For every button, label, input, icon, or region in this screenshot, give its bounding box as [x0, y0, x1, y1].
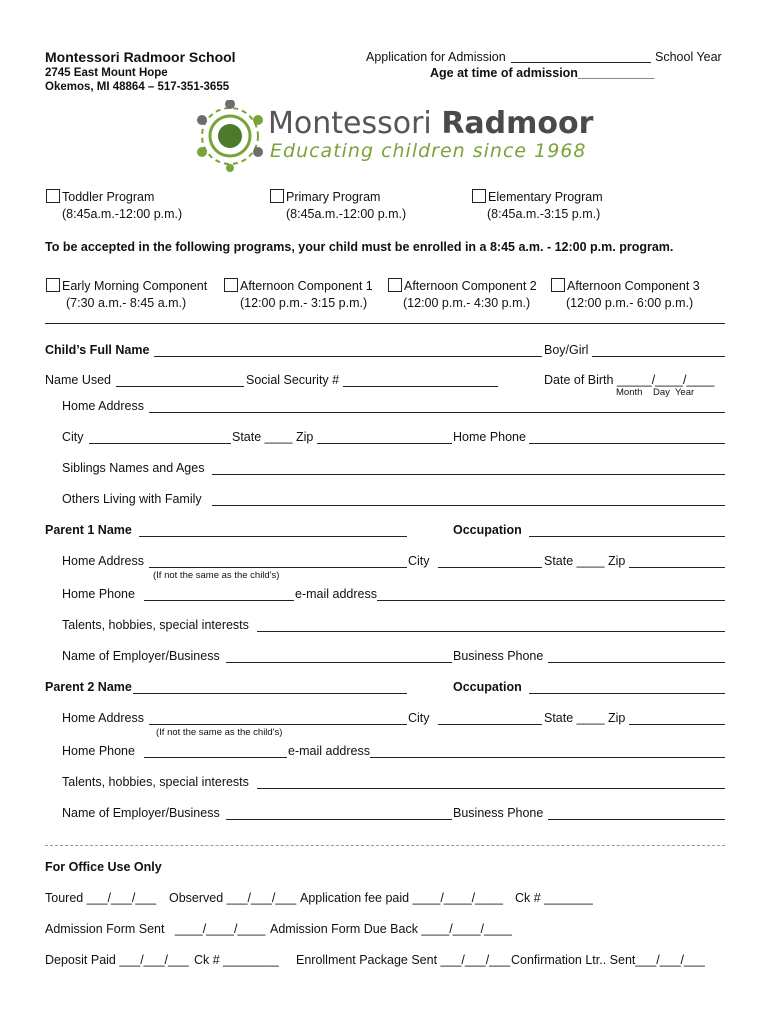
school-year-field[interactable] [511, 62, 651, 63]
parent2-home-phone-label: Home Phone [62, 744, 135, 758]
parent2-city-label: City [408, 711, 430, 725]
deposit-paid-field[interactable]: Deposit Paid ___/___/___ [45, 953, 189, 967]
logo-tagline: Educating children since 1968 [270, 140, 587, 162]
form-due-back-field[interactable]: Admission Form Due Back ____/____/____ [270, 922, 512, 936]
dob-parts: Month Day Year [616, 387, 695, 398]
parent2-zip-field[interactable] [629, 724, 725, 725]
child-home-phone-label: Home Phone [453, 430, 526, 444]
name-used-field[interactable] [116, 386, 244, 387]
ssn-field[interactable] [343, 386, 498, 387]
parent1-home-address-label: Home Address [62, 554, 144, 568]
program-primary[interactable] [270, 189, 380, 204]
parent1-talents-field[interactable] [257, 631, 725, 632]
component-early[interactable] [46, 278, 207, 293]
others-label: Others Living with Family [62, 492, 202, 506]
deposit-check-field[interactable]: Ck # ________ [194, 953, 279, 967]
afternoon1-checkbox[interactable] [224, 278, 238, 292]
program-elementary[interactable] [472, 189, 603, 204]
parent1-employer-label: Name of Employer/Business [62, 649, 220, 663]
toured-field[interactable]: Toured ___/___/___ [45, 891, 157, 905]
elementary-hours: (8:45a.m.-3:15 p.m.) [487, 207, 601, 221]
section-divider [45, 323, 725, 324]
dob-field[interactable]: Date of Birth _____/____/____ [544, 373, 715, 387]
parent2-talents-field[interactable] [257, 788, 725, 789]
afternoon3-checkbox[interactable] [551, 278, 565, 292]
enrollment-package-field[interactable]: Enrollment Package Sent ___/___/___ [296, 953, 511, 967]
parent1-city-label: City [408, 554, 430, 568]
parent2-employer-label: Name of Employer/Business [62, 806, 220, 820]
parent2-occupation-field[interactable] [529, 693, 725, 694]
child-home-address-label: Home Address [62, 399, 144, 413]
elementary-label: Elementary Program [488, 190, 603, 204]
school-year-label: School Year [655, 50, 722, 64]
child-full-name-field[interactable] [154, 356, 542, 357]
early-hours: (7:30 a.m.- 8:45 a.m.) [66, 296, 187, 310]
child-state-zip-label: State ____ Zip [232, 430, 314, 444]
application-label: Application for Admission [366, 50, 506, 64]
parent1-name-label: Parent 1 Name [45, 523, 132, 537]
parent1-occupation-field[interactable] [529, 536, 725, 537]
siblings-field[interactable] [212, 474, 725, 475]
parent1-occupation-label: Occupation [453, 523, 522, 537]
elementary-checkbox[interactable] [472, 189, 486, 203]
parent1-name-field[interactable] [139, 536, 407, 537]
afternoon2-label: Afternoon Component 2 [404, 279, 537, 293]
parent2-state-zip-label: State ____ Zip [544, 711, 626, 725]
ssn-label: Social Security # [246, 373, 340, 387]
parent1-employer-field[interactable] [226, 662, 452, 663]
primary-checkbox[interactable] [270, 189, 284, 203]
boy-girl-field[interactable] [592, 356, 725, 357]
boy-girl-label: Boy/Girl [544, 343, 589, 357]
parent1-email-label: e-mail address [295, 587, 377, 601]
parent2-city-field[interactable] [438, 724, 542, 725]
confirmation-letter-field[interactable]: Confirmation Ltr.. Sent___/___/___ [511, 953, 705, 967]
component-afternoon3[interactable] [551, 278, 700, 293]
age-label: Age at time of admission___________ [430, 66, 655, 80]
afternoon1-label: Afternoon Component 1 [240, 279, 373, 293]
child-city-label: City [62, 430, 84, 444]
address-line1: 2745 East Mount Hope [45, 67, 168, 79]
component-afternoon2[interactable] [388, 278, 537, 293]
afternoon2-checkbox[interactable] [388, 278, 402, 292]
name-used-label: Name Used [45, 373, 111, 387]
child-full-name-label: Child’s Full Name [45, 343, 150, 357]
parent2-occupation-label: Occupation [453, 680, 522, 694]
parent1-business-phone-label: Business Phone [453, 649, 544, 663]
toddler-label: Toddler Program [62, 190, 155, 204]
afternoon3-label: Afternoon Component 3 [567, 279, 700, 293]
parent2-email-field[interactable] [370, 757, 725, 758]
primary-label: Primary Program [286, 190, 381, 204]
office-divider [45, 845, 725, 846]
logo-emblem [190, 100, 270, 172]
afternoon3-hours: (12:00 p.m.- 6:00 p.m.) [566, 296, 694, 310]
fee-paid-field[interactable]: Application fee paid ____/____/____ [300, 891, 503, 905]
parent1-not-same-note: (If not the same as the child's) [153, 570, 280, 581]
parent1-email-field[interactable] [377, 600, 725, 601]
parent1-city-field[interactable] [438, 567, 542, 568]
logo-name-bold: Radmoor [441, 106, 594, 141]
parent1-zip-field[interactable] [629, 567, 725, 568]
child-city-field[interactable] [89, 443, 231, 444]
observed-field[interactable]: Observed ___/___/___ [169, 891, 297, 905]
office-title: For Office Use Only [45, 860, 162, 874]
child-home-phone-field[interactable] [529, 443, 725, 444]
parent2-name-label: Parent 2 Name [45, 680, 132, 694]
program-toddler[interactable] [46, 189, 154, 204]
parent1-home-phone-field[interactable] [144, 600, 294, 601]
form-sent-field[interactable]: Admission Form Sent ____/____/____ [45, 922, 266, 936]
parent1-talents-label: Talents, hobbies, special interests [62, 618, 249, 632]
address-line2: Okemos, MI 48864 – 517-351-3655 [45, 81, 230, 93]
check-number-field[interactable]: Ck # _______ [515, 891, 593, 905]
parent1-state-zip-label: State ____ Zip [544, 554, 626, 568]
others-field[interactable] [212, 505, 725, 506]
parent2-talents-label: Talents, hobbies, special interests [62, 775, 249, 789]
parent2-email-label: e-mail address [288, 744, 370, 758]
parent2-employer-field[interactable] [226, 819, 452, 820]
early-label: Early Morning Component [62, 279, 208, 293]
afternoon1-hours: (12:00 p.m.- 3:15 p.m.) [240, 296, 368, 310]
school-name: Montessori Radmoor School [45, 49, 236, 65]
logo-name-light: Montessori [268, 106, 432, 141]
siblings-label: Siblings Names and Ages [62, 461, 205, 475]
parent2-business-phone-label: Business Phone [453, 806, 544, 820]
afternoon2-hours: (12:00 p.m.- 4:30 p.m.) [403, 296, 531, 310]
child-home-address-field[interactable] [149, 412, 725, 413]
toddler-checkbox[interactable] [46, 189, 60, 203]
enrollment-notice: To be accepted in the following programs, your child must be enrolled in a 8:45 a.m. - 12:00 p.m. program. [45, 240, 674, 254]
parent1-home-phone-label: Home Phone [62, 587, 135, 601]
child-zip-field[interactable] [317, 443, 452, 444]
parent2-home-address-label: Home Address [62, 711, 144, 725]
early-checkbox[interactable] [46, 278, 60, 292]
parent1-home-address-field[interactable] [149, 567, 407, 568]
primary-hours: (8:45a.m.-12:00 p.m.) [286, 207, 407, 221]
parent2-name-field[interactable] [133, 693, 407, 694]
component-afternoon1[interactable] [224, 278, 373, 293]
parent2-not-same-note: (If not the same as the child's) [156, 727, 283, 738]
parent1-business-phone-field[interactable] [548, 662, 725, 663]
toddler-hours: (8:45a.m.-12:00 p.m.) [62, 207, 183, 221]
parent2-business-phone-field[interactable] [548, 819, 725, 820]
parent2-home-phone-field[interactable] [144, 757, 287, 758]
parent2-home-address-field[interactable] [149, 724, 407, 725]
